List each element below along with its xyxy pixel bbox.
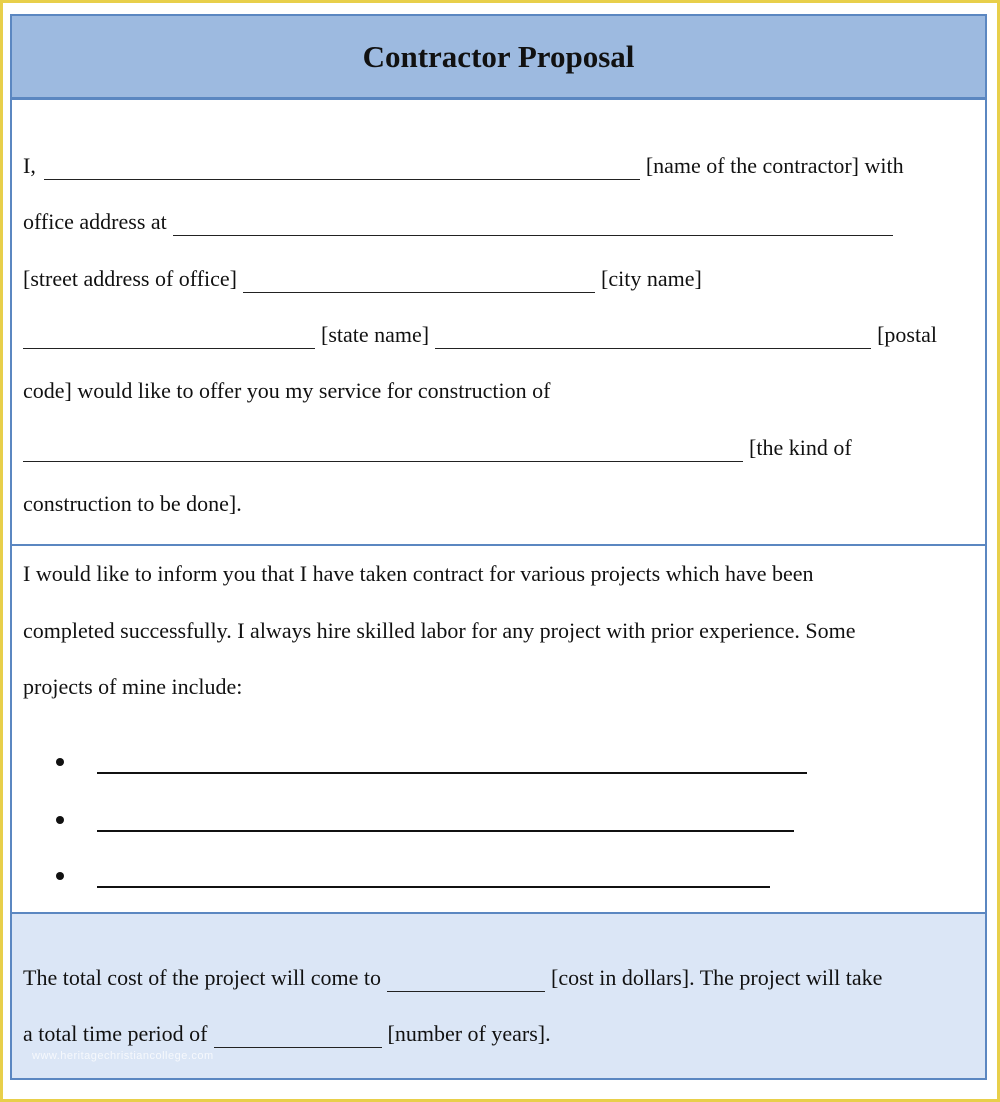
construction-offer-line — [23, 377, 968, 405]
line-suffix: [number of years]. — [387, 1021, 551, 1046]
construction-kind-blank[interactable] — [23, 443, 743, 462]
line-prefix: office address at — [23, 209, 167, 234]
line-suffix: [postal — [877, 322, 937, 347]
line-prefix: The total cost of the project will come to — [23, 965, 382, 990]
state-blank[interactable] — [23, 330, 315, 349]
line-text: construction to be done]. — [23, 491, 242, 516]
office-address-blank[interactable] — [173, 217, 893, 236]
years-blank[interactable] — [214, 1029, 382, 1048]
total-cost-line — [23, 964, 968, 992]
project-bullet — [56, 748, 807, 774]
bullet-icon — [56, 872, 64, 880]
project-bullet — [56, 806, 794, 832]
postal-code-blank[interactable] — [435, 330, 871, 349]
line-middle: [state name] — [321, 322, 430, 347]
watermark-text: www.heritagechristiancollege.com — [32, 1050, 214, 1062]
state-postal-line — [23, 321, 968, 349]
line-suffix: [name of the contractor] with — [645, 153, 904, 178]
cost-blank[interactable] — [387, 973, 545, 992]
line-suffix: [cost in dollars]. The project will take — [551, 965, 883, 990]
line-suffix: [the kind of — [749, 435, 852, 460]
line-text: completed successfully. I always hire skilled labor for any project with prior experience. Some — [23, 618, 856, 643]
bullet-icon — [56, 816, 64, 824]
document-title: Contractor Proposal — [362, 38, 635, 74]
line-prefix: a total time period of — [23, 1021, 208, 1046]
project-blank[interactable] — [97, 885, 770, 888]
contractor-details-section — [12, 100, 985, 546]
project-blank[interactable] — [97, 829, 794, 832]
paragraph-line — [23, 617, 968, 645]
document-header — [12, 16, 985, 100]
past-projects-section — [12, 546, 985, 914]
paragraph-line — [23, 673, 968, 701]
project-blank[interactable] — [97, 771, 807, 774]
line-prefix: [street address of office] — [23, 266, 237, 291]
proposal-document — [10, 14, 987, 1080]
time-period-line — [23, 1020, 968, 1048]
contractor-name-blank[interactable] — [44, 161, 640, 180]
line-text: projects of mine include: — [23, 674, 243, 699]
line-prefix: I, — [23, 153, 36, 178]
bullet-icon — [56, 758, 64, 766]
project-bullet — [56, 862, 770, 888]
line-text: I would like to inform you that I have taken contract for various projects which have been — [23, 561, 814, 586]
line-text: code] would like to offer you my service for construction of — [23, 378, 551, 403]
construction-end-line — [23, 490, 968, 518]
city-blank[interactable] — [243, 274, 595, 293]
construction-kind-line — [23, 434, 968, 462]
contractor-name-line — [23, 152, 968, 180]
line-suffix: [city name] — [601, 266, 702, 291]
street-city-line — [23, 265, 968, 293]
office-address-line — [23, 208, 968, 236]
paragraph-line — [23, 560, 968, 588]
